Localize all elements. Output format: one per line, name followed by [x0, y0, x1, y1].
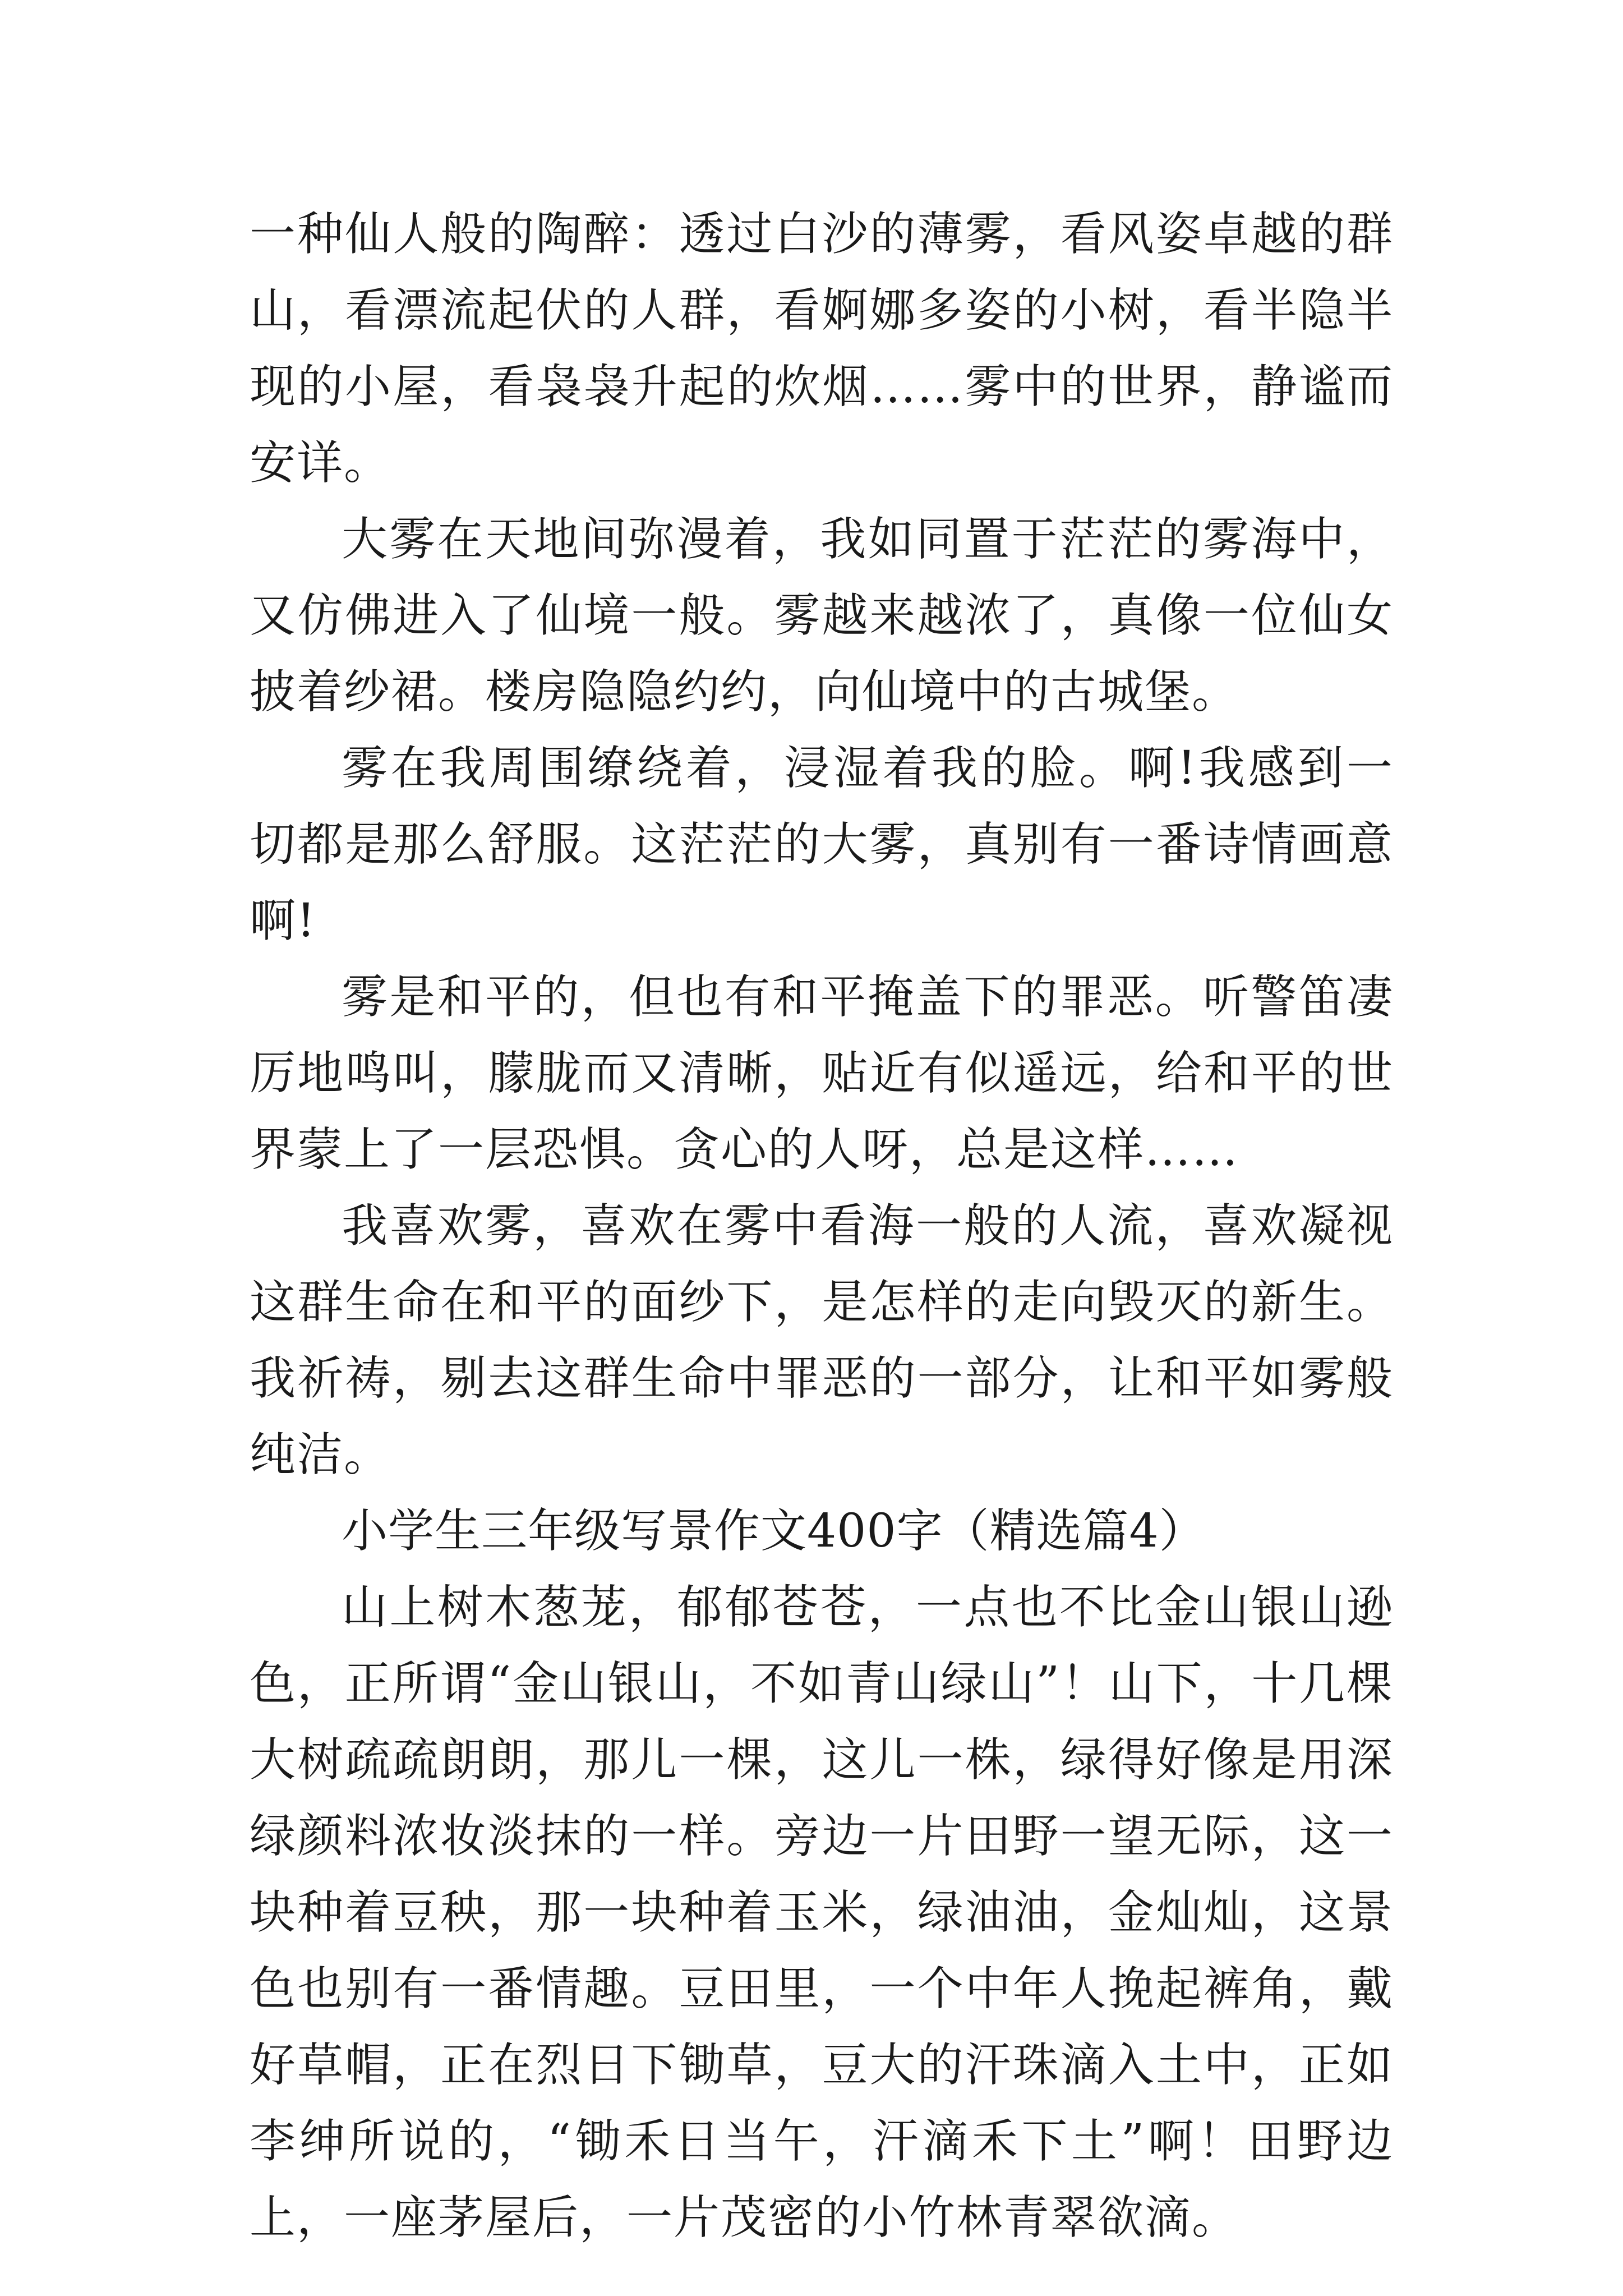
section-paragraph: 山上树木葱茏，郁郁苍苍，一点也不比金山银山逊色，正所谓“金山银山，不如青山绿山”！山下，十几棵大树疏疏朗朗，那儿一棵，这儿一株，绿得好像是用深绿颜料浓妆淡抹的一样。旁边一片田野一望无际，这一块种着豆秧，那一块种着玉米，绿油油，金灿灿，这景色也别有一番情趣。豆田里，一个中年人挽起裤角，戴好草帽，正在烈日下锄草，豆大的汗珠滴入土中，正如李绅所说的，“锄禾日当午，汗滴禾下土”啊！田野边上，一座茅屋后，一片茂密的小竹林青翠欲滴。 — [250, 1581, 1394, 2244]
paragraph-4: 雾是和平的，但也有和平掩盖下的罪恶。听警笛凄厉地鸣叫，朦胧而又清晰，贴近有似遥远，给和平的世界蒙上了一层恐惧。贪心的人呀，总是这样…… — [250, 970, 1394, 1176]
paragraph-3: 雾在我周围缭绕着，浸湿着我的脸。啊!我感到一切都是那么舒服。这茫茫的大雾，真别有一番诗情画意啊! — [250, 742, 1394, 947]
paragraph-2: 大雾在天地间弥漫着，我如同置于茫茫的雾海中，又仿佛进入了仙境一般。雾越来越浓了，真像一位仙女披着纱裙。楼房隐隐约约，向仙境中的古城堡。 — [250, 513, 1394, 719]
paragraph-1: 一种仙人般的陶醉：透过白沙的薄雾，看风姿卓越的群山，看漂流起伏的人群，看婀娜多姿的小树，看半隐半现的小屋，看袅袅升起的炊烟……雾中的世界，静谧而安详。 — [250, 208, 1394, 490]
document-body — [250, 196, 1394, 2256]
section-heading: 小学生三年级写景作文400字（精选篇4） — [342, 1504, 1206, 1558]
paragraph-5: 我喜欢雾，喜欢在雾中看海一般的人流，喜欢凝视这群生命在和平的面纱下，是怎样的走向毁灭的新生。我祈祷，剔去这群生命中罪恶的一部分，让和平如雾般纯洁。 — [250, 1199, 1394, 1481]
